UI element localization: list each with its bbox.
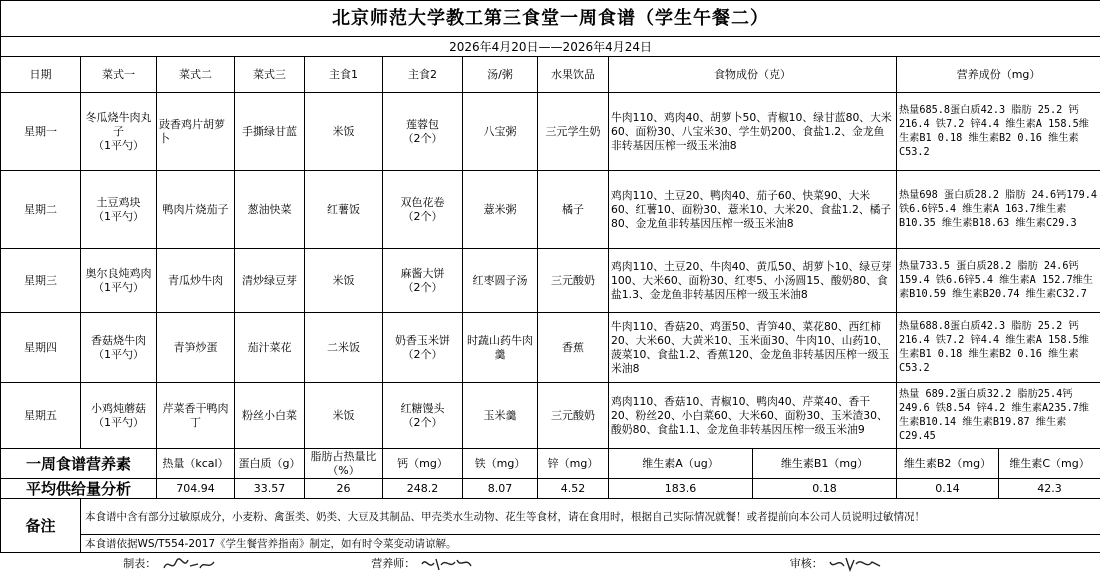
- fruit-cell: 三元学生奶: [538, 93, 609, 171]
- summary-label: 维生素B2（mg）: [897, 449, 999, 479]
- dish1-name: 香菇烧牛肉: [91, 333, 146, 347]
- summary-label: 锌（mg）: [538, 449, 609, 479]
- dish1-name: 奥尔良炖鸡肉: [85, 266, 152, 280]
- header-soup: 汤/粥: [463, 57, 538, 93]
- dish2-cell: 芹菜香干鸭肉丁: [157, 383, 235, 449]
- summary-avg-label: 平均供给量分析: [1, 479, 157, 499]
- dish1-cell: [81, 171, 157, 249]
- staple2-count: （2个）: [402, 209, 443, 223]
- dish3-cell: 清炒绿豆芽: [235, 249, 305, 313]
- staple2-count: （2个）: [402, 415, 443, 429]
- notes-row-1: [1, 499, 1100, 535]
- summary-value: 8.07: [463, 479, 538, 499]
- header-dish1: 菜式一: [81, 57, 157, 93]
- staple1-cell: 米饭: [305, 383, 383, 449]
- summary-value: 0.18: [812, 481, 837, 495]
- dish1-cell: [81, 93, 157, 171]
- summary-label: 维生素B1（mg）: [780, 456, 869, 470]
- fruit-cell: 三元酸奶: [538, 383, 609, 449]
- dish2-cell: 青笋炒蛋: [157, 313, 235, 383]
- dish2-cell: 豉香鸡片胡萝卜: [157, 93, 235, 171]
- summary-value: 0.14: [897, 479, 999, 499]
- day-row: [1, 249, 1100, 313]
- summary-value: 4.52: [538, 479, 609, 499]
- staple1-cell: 红薯饭: [305, 171, 383, 249]
- day-label: 星期二: [1, 171, 81, 249]
- header-row: [1, 57, 1100, 93]
- staple2-name: 莲蓉包: [406, 117, 439, 131]
- staple2-count: （2个）: [402, 280, 443, 294]
- staple2-cell: [383, 249, 463, 313]
- ingredients-cell: 牛肉110、鸡肉40、胡萝卜50、青椒10、绿甘蓝80、大米60、面粉30、八宝米30、学生奶200、食盐1.2、金龙鱼非转基因压榨一级玉米油8: [609, 93, 897, 171]
- reviewer-signature: [826, 554, 886, 574]
- staple2-name: 双色花卷: [400, 195, 445, 209]
- dish1-portion: （1平勺）: [93, 138, 144, 152]
- ingredients-cell: 牛肉110、香菇20、鸡蛋50、青笋40、菜花80、西红柿20、大米60、大黄米10、玉米面30、牛肉10、山药10、菠菜10、食盐1.2、香蕉120、金龙鱼非转基因压榨一级玉米油8: [609, 313, 897, 383]
- summary-label: 热量（kcal）: [157, 449, 235, 479]
- day-label: 星期五: [1, 383, 81, 449]
- staple2-cell: [383, 93, 463, 171]
- fruit-cell: 橘子: [538, 171, 609, 249]
- dish1-name: 冬瓜烧牛肉丸子: [85, 110, 152, 138]
- staple2-cell: [383, 383, 463, 449]
- dish3-cell: 葱油快菜: [235, 171, 305, 249]
- summary-split-cell: [609, 479, 897, 499]
- dish3-cell: 粉丝小白菜: [235, 383, 305, 449]
- staple1-cell: 米饭: [305, 249, 383, 313]
- staple2-name: 红糖馒头: [400, 401, 445, 415]
- staple2-count: （2个）: [402, 131, 443, 145]
- dietitian-label: 营养师：: [371, 556, 416, 570]
- summary-label: 维生素A（ug）: [609, 449, 753, 478]
- day-row: [1, 383, 1100, 449]
- header-dish3: 菜式三: [235, 57, 305, 93]
- summary-value: 26: [305, 479, 383, 499]
- dish2-cell: 鸭肉片烧茄子: [157, 171, 235, 249]
- summary-value: 183.6: [609, 479, 753, 498]
- dish1-portion: （1平勺）: [93, 415, 144, 429]
- header-ingredients: 食物成份（克）: [609, 57, 897, 93]
- day-label: 星期四: [1, 313, 81, 383]
- summary-label: 蛋白质（g）: [235, 449, 305, 479]
- summary-label: 钙（mg）: [383, 449, 463, 479]
- header-nutrition: 营养成份（mg）: [897, 57, 1100, 93]
- staple2-cell: [383, 171, 463, 249]
- signature-row: [1, 553, 1100, 575]
- notes-allergen-text: 本食谱中含有部分过敏原成分，小麦粉、禽蛋类、奶类、大豆及其制品、甲壳类水生动物、花生等食材，请在食用时，根据自己实际情况就餐！或者提前向本公司人员说明过敏情况！: [81, 499, 1100, 535]
- summary-value-row: [1, 479, 1100, 499]
- nutrition-cell: 热量685.8蛋白质42.3 脂肪 25.2 钙216.4 铁7.2 锌4.4 维生素A 158.5维生素B1 0.18 维生素B2 0.16 维生素C53.2: [897, 93, 1100, 171]
- nutrition-cell: 热量688.8蛋白质42.3 脂肪 25.2 钙216.4 铁7.2 锌4.4 维生素A 158.5维生素B1 0.18 维生素B2 0.16 维生素C53.2: [897, 313, 1100, 383]
- summary-value: 42.3: [999, 479, 1100, 499]
- day-label: 星期一: [1, 93, 81, 171]
- soup-cell: 薏米粥: [463, 171, 538, 249]
- staple2-cell: [383, 313, 463, 383]
- staple2-name: 奶香玉米饼: [395, 333, 450, 347]
- nutrition-cell: 热量 689.2蛋白质32.2 脂肪25.4钙249.6 铁8.54 锌4.2 维生素A235.7维生素B10.14 维生素B19.87 维生素C29.45: [897, 383, 1100, 449]
- day-row: [1, 93, 1100, 171]
- staple1-cell: 二米饭: [305, 313, 383, 383]
- dish3-cell: 手撕绿甘蓝: [235, 93, 305, 171]
- header-staple1: 主食1: [305, 57, 383, 93]
- fruit-cell: 三元酸奶: [538, 249, 609, 313]
- day-row: [1, 313, 1100, 383]
- summary-label-row: [1, 449, 1100, 479]
- ingredients-cell: 鸡肉110、土豆20、牛肉40、黄瓜50、胡萝卜10、绿豆芽100、大米60、面粉30、红枣5、小汤圆15、酸奶80、食盐1.3、金龙鱼非转基因压榨一级玉米油8: [609, 249, 897, 313]
- day-label: 星期三: [1, 249, 81, 313]
- dish1-name: 小鸡炖蘑菇: [91, 401, 146, 415]
- soup-cell: 红枣圆子汤: [463, 249, 538, 313]
- staple2-count: （2个）: [402, 347, 443, 361]
- soup-cell: 玉米羹: [463, 383, 538, 449]
- summary-value: 704.94: [157, 479, 235, 499]
- day-row: [1, 171, 1100, 249]
- summary-split-cell: [609, 449, 897, 479]
- dish1-portion: （1平勺）: [93, 347, 144, 361]
- dish1-cell: [81, 383, 157, 449]
- staple1-cell: 米饭: [305, 93, 383, 171]
- summary-value: 248.2: [383, 479, 463, 499]
- summary-label: 维生素C（mg）: [999, 449, 1100, 479]
- page-title: 北京师范大学教工第三食堂一周食谱（学生午餐二）: [1, 1, 1100, 37]
- header-fruit: 水果饮品: [538, 57, 609, 93]
- dish1-portion: （1平勺）: [93, 280, 144, 294]
- nutrition-cell: 热量698 蛋白质28.2 脂肪 24.6钙179.4 铁6.6锌5.4 维生素A 163.7维生素B10.35 维生素B18.63 维生素C29.3: [897, 171, 1100, 249]
- notes-label: 备注: [1, 499, 81, 553]
- soup-cell: 时蔬山药牛肉羹: [463, 313, 538, 383]
- summary-value: 33.57: [235, 479, 305, 499]
- date-range: 2026年4月20日——2026年4月24日: [1, 37, 1100, 57]
- nutrition-cell: 热量733.5 蛋白质28.2 脂肪 24.6钙159.4 铁6.6锌5.4 维生素A 152.7维生素B10.59 维生素B20.74 维生素C32.7: [897, 249, 1100, 313]
- notes-guideline-text: 本食谱依据WS/T554-2017《学生餐营养指南》制定，如有时令菜变动请谅解。: [81, 535, 1100, 553]
- dish1-cell: [81, 313, 157, 383]
- staple2-name: 麻酱大饼: [400, 266, 445, 280]
- summary-row-label: 一周食谱营养素: [1, 449, 157, 479]
- maker-label: 制表：: [123, 556, 157, 570]
- maker-signature: [160, 554, 220, 574]
- reviewer-label: 审核：: [789, 556, 823, 570]
- header-date: 日期: [1, 57, 81, 93]
- notes-row-2: [1, 535, 1100, 553]
- summary-label: 铁（mg）: [463, 449, 538, 479]
- soup-cell: 八宝粥: [463, 93, 538, 171]
- dish1-cell: [81, 249, 157, 313]
- dish2-cell: 青瓜炒牛肉: [157, 249, 235, 313]
- dish3-cell: 茄汁菜花: [235, 313, 305, 383]
- header-dish2: 菜式二: [157, 57, 235, 93]
- ingredients-cell: 鸡肉110、香菇10、青椒10、鸭肉40、芹菜40、香干20、粉丝20、小白菜60、大米60、面粉30、玉米渣30、酸奶80、食盐1.1、金龙鱼非转基因压榨一级玉米油9: [609, 383, 897, 449]
- header-staple2: 主食2: [383, 57, 463, 93]
- dish1-name: 土豆鸡块: [96, 195, 141, 209]
- dish1-portion: （1平勺）: [93, 209, 144, 223]
- dietitian-signature: [419, 554, 479, 574]
- fruit-cell: 香蕉: [538, 313, 609, 383]
- summary-label: 脂肪占热量比（%）: [305, 449, 383, 479]
- ingredients-cell: 鸡肉110、土豆20、鸭肉40、茄子60、快菜90、大米60、红薯10、面粉30、薏米10、大米20、食盐1.2、橘子80、金龙鱼非转基因压榨一级玉米油8: [609, 171, 897, 249]
